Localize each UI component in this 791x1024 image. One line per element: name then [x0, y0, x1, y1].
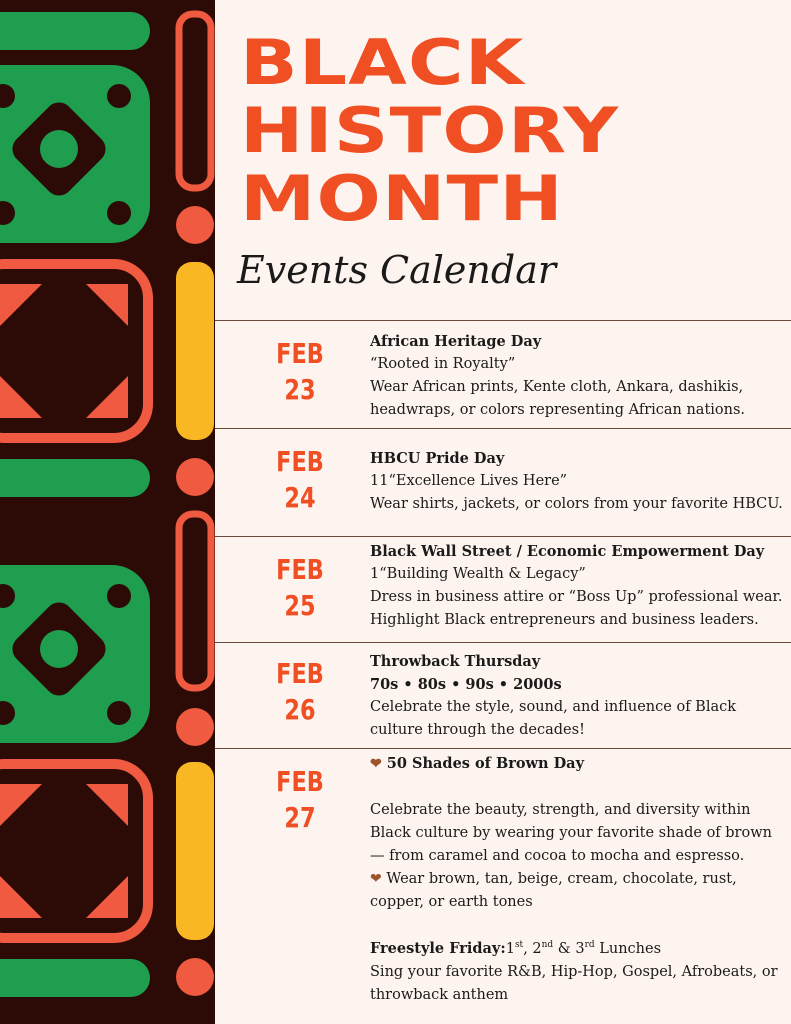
title-line-2: HISTORY	[240, 94, 620, 167]
event-name: 50 Shades of Brown Day	[386, 755, 584, 772]
event-details	[370, 447, 785, 516]
event-tagline: 1“Building Wealth & Legacy”	[370, 566, 586, 582]
event-description: Wear African prints, Kente cloth, Ankara, dashikis, headwraps, or colors representing African nations.	[370, 379, 746, 418]
divider	[215, 536, 791, 537]
event-date	[276, 764, 324, 836]
lunch-1: 1	[505, 941, 515, 957]
event-month: FEB	[276, 553, 324, 586]
event-name: Throwback Thursday	[370, 653, 541, 670]
freestyle-description: Sing your favorite R&B, Hip-Hop, Gospel, Afrobeats, or throwback anthem	[370, 964, 778, 1003]
divider	[215, 642, 791, 643]
divider	[215, 320, 791, 321]
event-description: Wear shirts, jackets, or colors from your favorite HBCU.	[370, 496, 783, 512]
event-tagline: “Rooted in Royalty”	[370, 356, 516, 372]
heart-icon: ❤	[370, 756, 382, 772]
event-day: 26	[284, 693, 316, 726]
event-month: FEB	[276, 657, 324, 690]
green-block-top	[0, 65, 150, 243]
event-date	[276, 336, 324, 408]
lunch-3: & 3	[553, 941, 585, 957]
event-date	[276, 552, 324, 624]
event-tagline: 11“Excellence Lives Here”	[370, 473, 568, 489]
event-details	[370, 330, 785, 422]
lunch-3-sup: rd	[584, 940, 595, 951]
event-description-2: Wear brown, tan, beige, cream, chocolate, rust, copper, or earth tones	[370, 871, 737, 910]
event-description: Celebrate the style, sound, and influence of Black culture through the decades!	[370, 699, 737, 738]
page-subtitle: Events Calendar	[237, 248, 557, 292]
lunch-2: , 2	[523, 941, 542, 957]
decorative-pattern-panel	[0, 0, 215, 1024]
event-date	[276, 656, 324, 728]
divider	[215, 428, 791, 429]
event-name: HBCU Pride Day	[370, 450, 505, 467]
event-day: 27	[284, 801, 316, 834]
lunch-1-sup: st	[514, 940, 524, 951]
heart-icon: ❤	[370, 871, 382, 887]
event-details	[370, 752, 785, 1007]
event-day: 25	[284, 589, 316, 622]
lunches-label: Lunches	[594, 941, 662, 957]
event-day: 23	[284, 373, 316, 406]
event-month: FEB	[276, 337, 324, 370]
green-block-bottom	[0, 565, 150, 743]
event-details	[370, 650, 785, 742]
lunch-2-sup: nd	[541, 940, 554, 951]
title-line-1: BLACK	[240, 26, 525, 99]
event-month: FEB	[276, 445, 324, 478]
title-line-3: MONTH	[240, 162, 564, 235]
event-name: African Heritage Day	[370, 333, 542, 350]
event-tagline: 70s • 80s • 90s • 2000s	[370, 676, 562, 693]
event-description: Dress in business attire or “Boss Up” professional wear.	[370, 589, 783, 605]
event-day: 24	[284, 481, 316, 514]
event-date	[276, 444, 324, 516]
event-details	[370, 540, 785, 632]
divider	[215, 748, 791, 749]
event-month: FEB	[276, 765, 324, 798]
event-description-2: Highlight Black entrepreneurs and business leaders.	[370, 612, 759, 628]
event-description: Celebrate the beauty, strength, and diversity within Black culture by wearing your favorite shade of brown — from caramel and cocoa to mocha and espresso.	[370, 802, 772, 864]
event-name: Black Wall Street / Economic Empowerment Day	[370, 543, 765, 560]
freestyle-title: Freestyle Friday:	[370, 940, 506, 957]
